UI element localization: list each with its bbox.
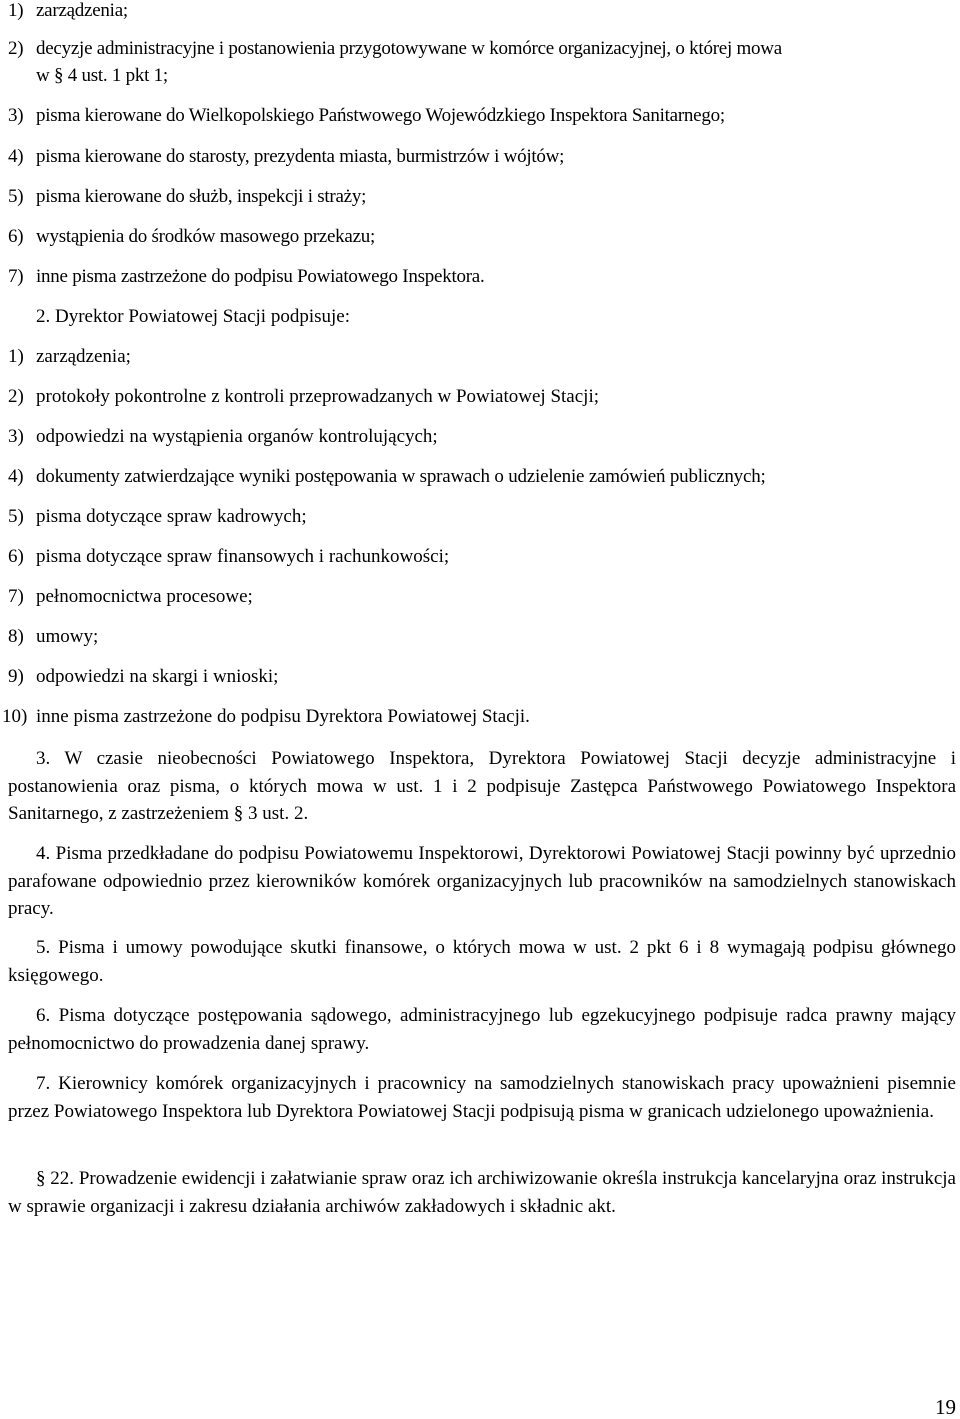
- list2-item: 3) odpowiedzi na wystąpienia organów kontrolujących;: [8, 426, 438, 447]
- list2-item: 9) odpowiedzi na skargi i wnioski;: [8, 666, 279, 687]
- paragraph: 5. Pisma i umowy powodujące skutki finansowe, o których mowa w ust. 2 pkt 6 i 8 wymagają podpisu głównego księgowego.: [8, 937, 956, 986]
- page-number: 19: [935, 1395, 956, 1419]
- list2-item: 6) pisma dotyczące spraw finansowych i rachunkowości;: [8, 546, 450, 567]
- list2-item: 10) inne pisma zastrzeżone do podpisu Dyrektora Powiatowej Stacji.: [2, 706, 530, 727]
- paragraph: 7. Kierownicy komórek organizacyjnych i pracownicy na samodzielnych stanowiskach pracy upoważnieni pisemnie przez Powiatowego Inspektora lub Dyrektora Powiatowej Stacji podpisują pisma w granicach udzielonego upoważnienia.: [8, 1073, 956, 1122]
- list1-item: 2) decyzje administracyjne i postanowienia przygotowywane w komórce organizacyjnej, o której mowa: [8, 38, 782, 59]
- paragraph-section-22: § 22. Prowadzenie ewidencji i załatwianie spraw oraz ich archiwizowanie określa instrukcja kancelaryjna oraz instrukcja w sprawie organizacji i zakresu działania archiwów zakładowych i składnic akt.: [8, 1168, 956, 1217]
- list1-item: 3) pisma kierowane do Wielkopolskiego Państwowego Wojewódzkiego Inspektora Sanitarnego;: [8, 105, 725, 126]
- list2-item: 5) pisma dotyczące spraw kadrowych;: [8, 506, 307, 527]
- list2-item: 7) pełnomocnictwa procesowe;: [8, 586, 253, 607]
- list1-item: 4) pisma kierowane do starosty, prezydenta miasta, burmistrzów i wójtów;: [8, 146, 565, 167]
- list2-item: 2) protokoły pokontrolne z kontroli przeprowadzanych w Powiatowej Stacji;: [8, 386, 600, 407]
- list2-item: 4) dokumenty zatwierdzające wyniki postępowania w sprawach o udzielenie zamówień publicznych;: [8, 466, 766, 487]
- paragraph: 4. Pisma przedkładane do podpisu Powiatowemu Inspektorowi, Dyrektorowi Powiatowej Stacji powinny być uprzednio parafowane odpowiednio przez kierowników komórek organizacyjnych lub pracowników na samodzielnych stanowiskach pracy.: [8, 843, 956, 919]
- list1-item: 1) zarządzenia;: [8, 0, 128, 21]
- list1-item: 7) inne pisma zastrzeżone do podpisu Powiatowego Inspektora.: [8, 266, 485, 287]
- list1-item-continuation: w § 4 ust. 1 pkt 1;: [36, 65, 168, 86]
- list1-item: 6) wystąpienia do środków masowego przekazu;: [8, 226, 376, 247]
- paragraph: 3. W czasie nieobecności Powiatowego Inspektora, Dyrektora Powiatowej Stacji decyzje administracyjne i postanowienia oraz pisma, o których mowa w ust. 1 i 2 podpisuje Zastępca Państwowego Powiatowego Inspektora Sanitarnego, z zastrzeżeniem § 3 ust. 2.: [8, 748, 956, 824]
- list2-item: 1) zarządzenia;: [8, 346, 131, 367]
- section-heading: 2. Dyrektor Powiatowej Stacji podpisuje:: [36, 306, 350, 327]
- list1-item: 5) pisma kierowane do służb, inspekcji i straży;: [8, 186, 367, 207]
- list2-item: 8) umowy;: [8, 626, 99, 647]
- paragraph: 6. Pisma dotyczące postępowania sądowego, administracyjnego lub egzekucyjnego podpisuje radca prawny mający pełnomocnictwo do prowadzenia danej sprawy.: [8, 1005, 956, 1054]
